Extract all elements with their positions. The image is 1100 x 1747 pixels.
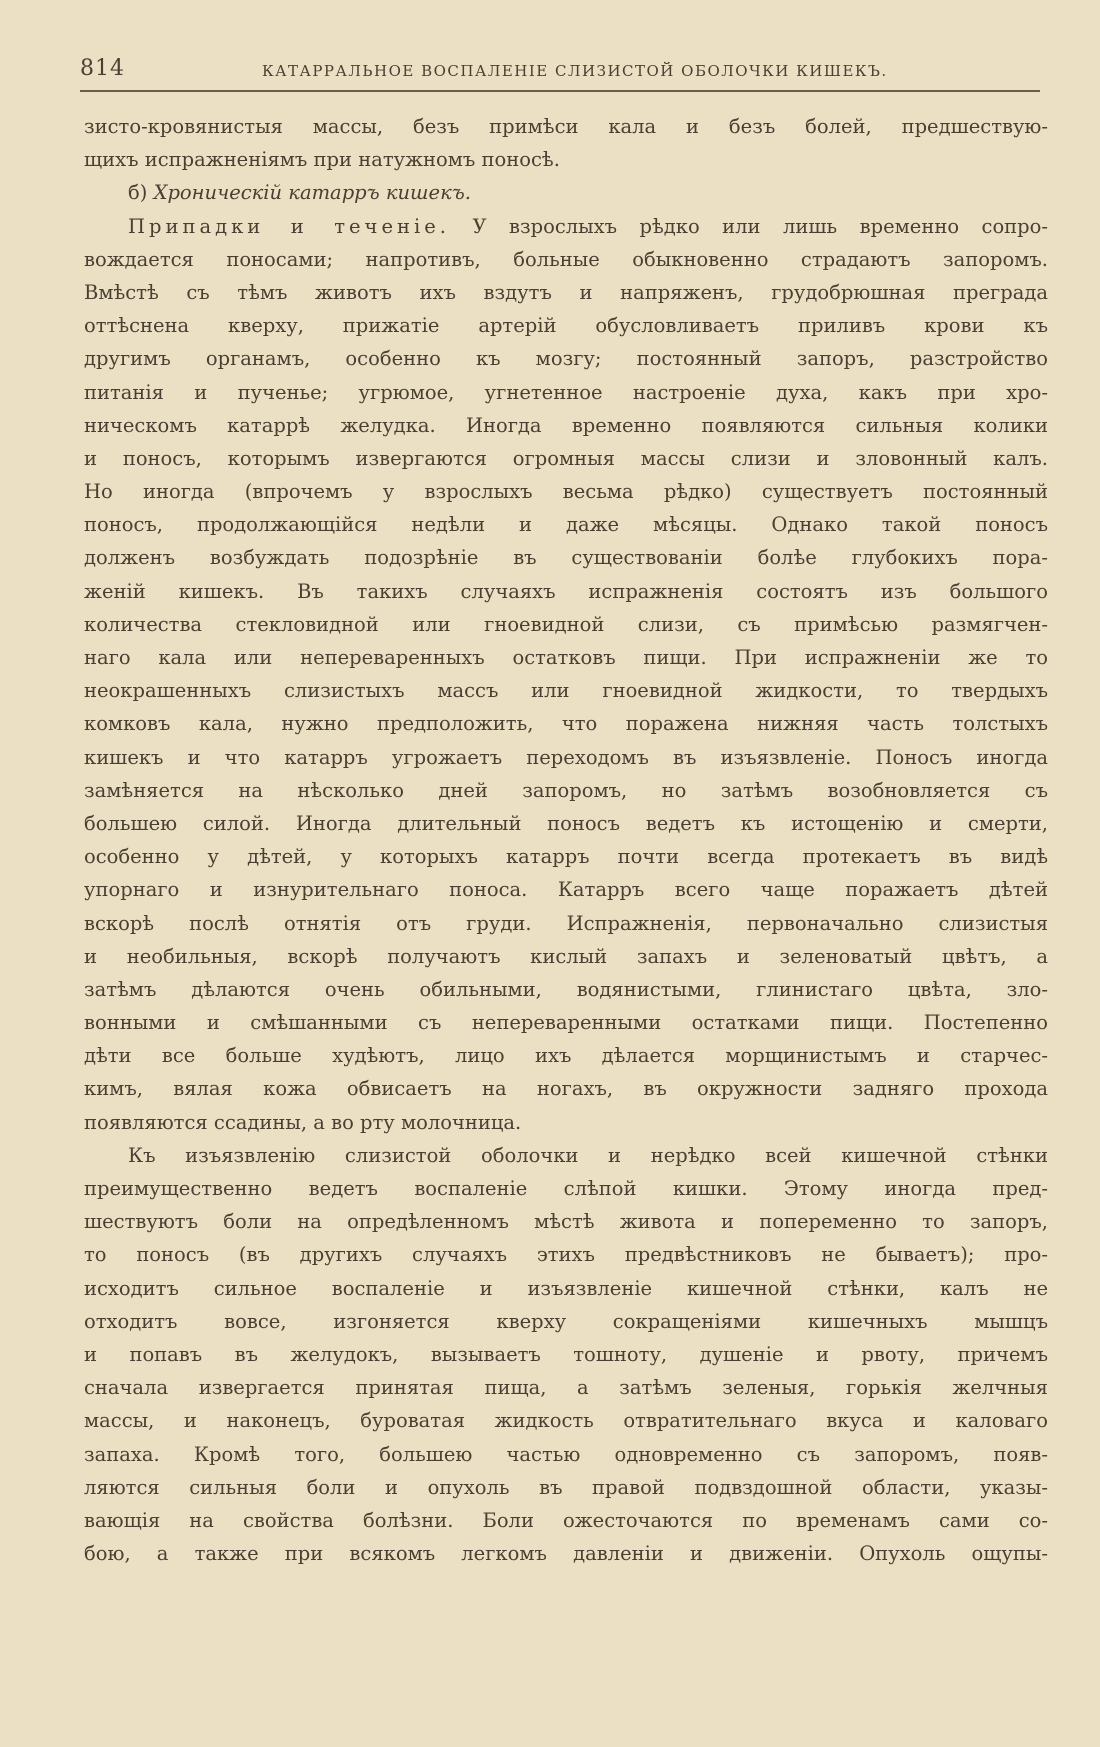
text-line: количества стекловидной или гноевидной слизи, съ примѣсью размягчен- <box>84 612 1048 636</box>
text-line: оттѣснена кверху, прижатіе артерій обусловливаетъ приливъ крови къ <box>84 314 1048 338</box>
text-line: кимъ, вялая кожа обвисаетъ на ногахъ, въ окружности задняго прохода <box>84 1077 1048 1101</box>
text-line: поносъ, продолжающійся недѣли и даже мѣсяцы. Однако такой поносъ <box>84 513 1048 537</box>
page-header <box>80 50 1040 90</box>
text-line: массы, и наконецъ, буроватая жидкость отвратительнаго вкуса и каловаго <box>84 1409 1048 1433</box>
text-line: большею силой. Иногда длительный поносъ ведетъ къ истощенію и смерти, <box>84 811 1048 835</box>
text-line: зисто-кровянистыя массы, безъ примѣси кала и безъ болей, предшествую- <box>84 115 1048 138</box>
text-line: женій кишекъ. Въ такихъ случаяхъ испражненія состоятъ изъ большого <box>84 579 1048 603</box>
text-line: затѣмъ дѣлаются очень обильными, водянистыми, глинистаго цвѣта, зло- <box>84 977 1048 1001</box>
text-line: сначала извергается принятая пища, а затѣмъ зеленыя, горькія желчныя <box>84 1376 1048 1400</box>
paragraph-intro <box>84 110 1048 176</box>
text-line: вождается поносами; напротивъ, больные обыкновенно страдаютъ запоромъ. <box>84 247 1048 271</box>
text-line: Вмѣстѣ съ тѣмъ животъ ихъ вздутъ и напряженъ, грудобрюшная преграда <box>84 280 1048 304</box>
text-line: замѣняется на нѣсколько дней запоромъ, но затѣмъ возобновляется съ <box>84 778 1048 802</box>
lead-phrase: Припадки и теченіе. <box>128 214 450 238</box>
paragraph-symptoms <box>84 210 1048 1139</box>
text-line: запаха. Кромѣ того, большею частью одновременно съ запоромъ, появ- <box>84 1442 1048 1466</box>
text-line: вающія на свойства болѣзни. Боли ожесточаются по временамъ сами со- <box>84 1508 1048 1532</box>
text-line: преимущественно ведетъ воспаленіе слѣпой кишки. Этому иногда пред- <box>84 1177 1048 1200</box>
page-body <box>84 110 1048 1570</box>
text-line: неокрашенныхъ слизистыхъ массъ или гноевидной жидкости, то твердыхъ <box>84 679 1048 703</box>
paragraph-ulceration <box>84 1139 1048 1570</box>
text-line: ляются сильныя боли и опухоль въ правой подвздошной области, указы- <box>84 1475 1048 1499</box>
text-line: и попавъ въ желудокъ, вызываетъ тошноту, душеніе и рвоту, причемъ <box>84 1342 1048 1366</box>
text-line: щихъ испражненіямъ при натужномъ поносѣ. <box>84 148 560 172</box>
text-line: исходитъ сильное воспаленіе и изъязвленіе кишечной стѣнки, калъ не <box>84 1276 1048 1300</box>
text-line: вскорѣ послѣ отнятія отъ груди. Испражненія, первоначально слизистыя <box>84 911 1048 935</box>
text-line: Къ изъязвленію слизистой оболочки и нерѣдко всей кишечной стѣнки <box>128 1143 1048 1167</box>
subheading <box>84 176 1048 209</box>
header-rule <box>80 90 1040 92</box>
running-head: КАТАРРАЛЬНОЕ ВОСПАЛЕНІЕ СЛИЗИСТОЙ ОБОЛОЧКИ КИШЕКЪ. <box>262 62 888 80</box>
text-line: особенно у дѣтей, у которыхъ катарръ почти всегда протекаетъ въ видѣ <box>84 845 1048 869</box>
text-line: вонными и смѣшанными съ непереваренными остатками пищи. Постепенно <box>84 1011 1048 1035</box>
text-line: отходитъ вовсе, изгоняется кверху сокращеніями кишечныхъ мышцъ <box>84 1309 1048 1333</box>
page-number: 814 <box>80 56 125 81</box>
text-line: появляются ссадины, а во рту молочница. <box>84 1110 522 1134</box>
text-line: кишекъ и что катарръ угрожаетъ переходомъ въ изъязвленіе. Поносъ иногда <box>84 745 1048 769</box>
text-line: бою, а также при всякомъ легкомъ давленіи и движеніи. Опухоль ощупы- <box>84 1542 1048 1566</box>
subheading-prefix: б) <box>128 181 148 205</box>
first-line-rest: У взрослыхъ рѣдко или лишь временно сопро- <box>472 214 1048 238</box>
text-line: дѣти все больше худѣютъ, лицо ихъ дѣлается морщинистымъ и старчес- <box>84 1044 1048 1068</box>
text-line: долженъ возбуждать подозрѣніе въ существованіи болѣе глубокихъ пора- <box>84 546 1048 570</box>
text-line: упорнаго и изнурительнаго поноса. Катарръ всего чаще поражаетъ дѣтей <box>84 878 1048 902</box>
subheading-title: Хроническій катарръ кишекъ. <box>153 181 471 205</box>
text-line <box>84 210 1048 243</box>
text-line: питанія и пученье; угрюмое, угнетенное настроеніе духа, какъ при хро- <box>84 380 1048 404</box>
text-line: наго кала или непереваренныхъ остатковъ пищи. При испражненіи же то <box>84 646 1048 669</box>
text-line: другимъ органамъ, особенно къ мозгу; постоянный запоръ, разстройство <box>84 347 1048 371</box>
text-line: и необильныя, вскорѣ получаютъ кислый запахъ и зеленоватый цвѣтъ, а <box>84 944 1048 968</box>
text-line: и поносъ, которымъ извергаются огромныя массы слизи и зловонный калъ. <box>84 446 1048 470</box>
text-line: ническомъ катаррѣ желудка. Иногда временно появляются сильныя колики <box>84 413 1048 437</box>
text-line: комковъ кала, нужно предположить, что поражена нижняя часть толстыхъ <box>84 712 1048 736</box>
text-line: Но иногда (впрочемъ у взрослыхъ весьма рѣдко) существуетъ постоянный <box>84 480 1048 504</box>
text-line: шествуютъ боли на опредѣленномъ мѣстѣ живота и попеременно то запоръ, <box>84 1210 1048 1234</box>
text-line: то поносъ (въ другихъ случаяхъ этихъ предвѣстниковъ не бываетъ); про- <box>84 1243 1048 1267</box>
